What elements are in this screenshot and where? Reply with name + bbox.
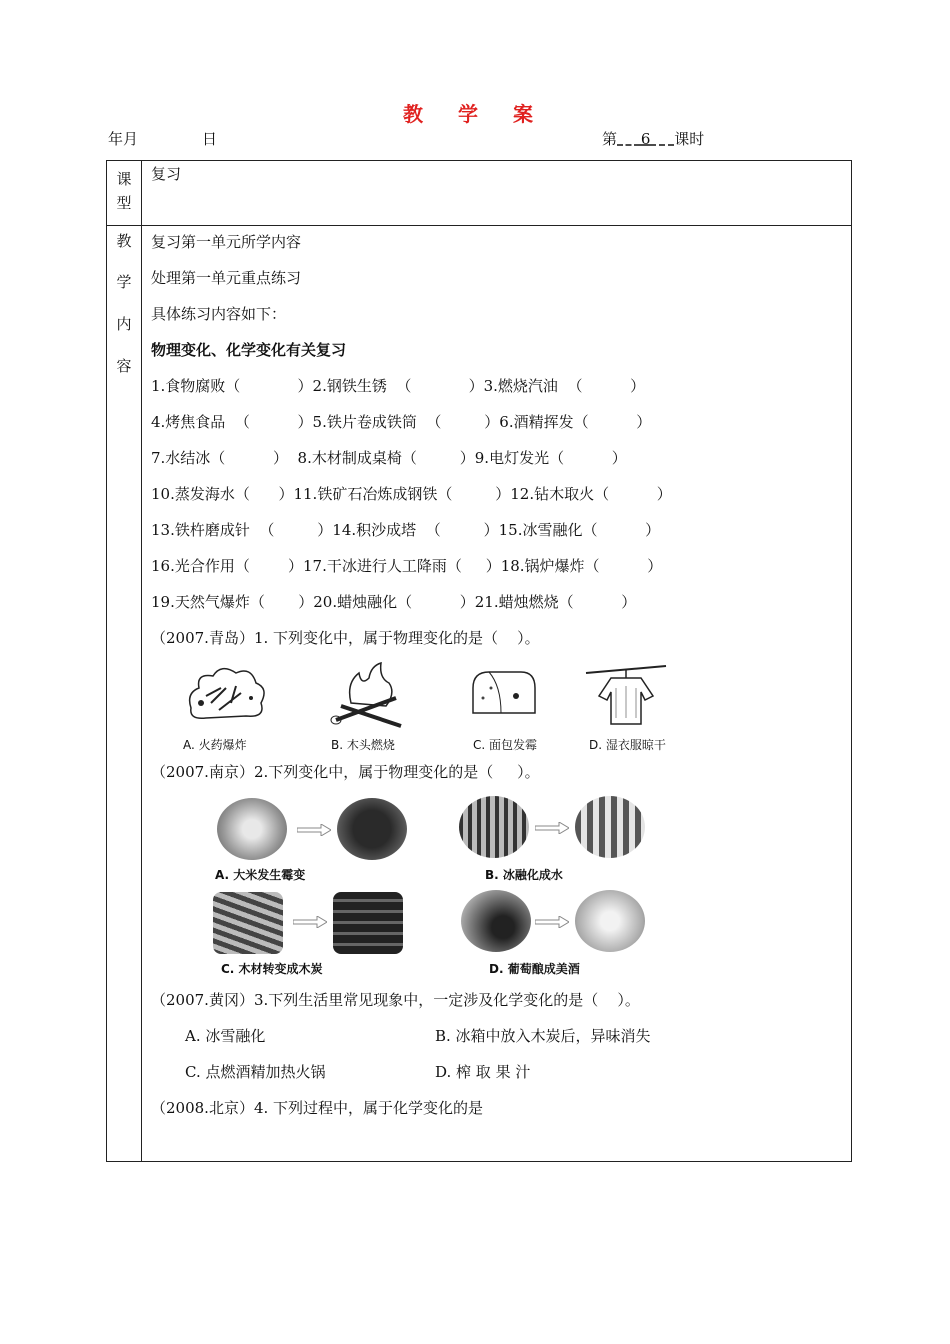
arrow-icon — [535, 916, 569, 928]
question-1-figure — [181, 656, 701, 754]
arrow-icon — [297, 824, 331, 836]
q2-option-b: B. 冰融化成水 — [485, 868, 563, 882]
content-line-1: 复习第一单元所学内容 — [151, 233, 302, 251]
q1-option-a: A. 火药爆炸 — [183, 738, 247, 752]
arrow-icon — [535, 822, 569, 834]
exercise-line-4: 10.蒸发海水（ ）11.铁矿石冶炼成钢铁（ ）12.钻木取火（ ） — [151, 485, 672, 503]
wine-image — [575, 890, 645, 952]
q2-option-d: D. 葡萄酿成美酒 — [489, 962, 580, 976]
year-month-label: 年月 — [108, 130, 139, 148]
content-cell — [142, 226, 852, 1162]
moldy-bread-image — [461, 658, 551, 730]
lesson-number-digit: 6 — [640, 130, 651, 148]
exercise-line-3: 7.水结冰（ ） 8.木材制成桌椅（ ）9.电灯发光（ ） — [151, 449, 627, 467]
q3-options-row-1 — [151, 1018, 851, 1054]
content-label-char-4: 容 — [116, 357, 132, 375]
arrow-icon — [293, 916, 327, 928]
wet-clothes-drying-image — [581, 658, 671, 730]
q3-option-b: B. 冰箱中放入木炭后，异味消失 — [435, 1027, 651, 1045]
q2-option-c: C. 木材转变成木炭 — [221, 962, 323, 976]
question-4: （2008.北京）4. 下列过程中，属于化学变化的是 — [151, 1099, 484, 1117]
content-label — [107, 226, 142, 1162]
page-title: 教 学 案 — [403, 102, 547, 126]
q3-option-a: A. 冰雪融化 — [185, 1027, 266, 1045]
section-heading: 物理变化、化学变化有关复习 — [151, 341, 347, 359]
q3-option-c: C. 点燃酒精加热火锅 — [185, 1063, 326, 1081]
ice-image — [459, 796, 529, 858]
wood-image — [213, 892, 283, 954]
lesson-table — [106, 160, 852, 1162]
exercise-line-2: 4.烤焦食品 （ ）5.铁片卷成铁筒 （ ）6.酒精挥发（ ） — [151, 413, 652, 431]
grapes-image — [461, 890, 531, 952]
question-1: （2007.青岛）1. 下列变化中，属于物理变化的是（ ）。 — [151, 629, 540, 647]
exercise-line-1: 1.食物腐败（ ）2.钢铁生锈 （ ）3.燃烧汽油 （ ） — [151, 377, 646, 395]
q3-option-d: D. 榨 取 果 汁 — [435, 1063, 531, 1081]
gunpowder-explosion-image — [181, 658, 271, 730]
date-line — [108, 128, 217, 149]
q1-option-d: D. 湿衣服晾干 — [589, 738, 666, 752]
q1-option-c: C. 面包发霉 — [473, 738, 538, 752]
content-label-char-2: 学 — [116, 273, 132, 291]
burning-wood-image — [321, 658, 411, 730]
content-line-2: 处理第一单元重点练习 — [151, 269, 302, 287]
charcoal-image — [333, 892, 403, 954]
water-image — [575, 796, 645, 858]
exercise-line-6: 16.光合作用（ ）17.干冰进行人工降雨（ ）18.锅炉爆炸（ ） — [151, 557, 663, 575]
lesson-suffix: 课时 — [674, 130, 705, 148]
q3-options-row-2 — [151, 1054, 851, 1090]
content-line-3: 具体练习内容如下： — [151, 305, 287, 323]
question-2-figure — [209, 794, 669, 982]
moldy-rice-image — [337, 798, 407, 860]
exercise-line-7: 19.天然气爆炸（ ）20.蜡烛融化（ ）21.蜡烛燃烧（ ） — [151, 593, 637, 611]
lesson-number-value — [617, 130, 674, 148]
question-2: （2007.南京）2.下列变化中，属于物理变化的是（ ）。 — [151, 763, 540, 781]
q2-option-a: A. 大米发生霉变 — [215, 868, 306, 882]
type-value: 复习 — [142, 161, 852, 226]
lesson-number — [602, 128, 704, 149]
q1-option-b: B. 木头燃烧 — [331, 738, 395, 752]
question-3: （2007.黄冈）3.下列生活里常见现象中，一定涉及化学变化的是（ ）。 — [151, 991, 640, 1009]
rice-image — [217, 798, 287, 860]
day-label: 日 — [202, 130, 218, 148]
exercise-line-5: 13.铁杵磨成针 （ ）14.积沙成塔 （ ）15.冰雪融化（ ） — [151, 521, 661, 539]
type-label: 课 型 — [107, 161, 142, 226]
content-label-char-1: 教 — [116, 232, 132, 250]
content-label-char-3: 内 — [116, 315, 132, 333]
lesson-prefix: 第 — [602, 130, 618, 148]
